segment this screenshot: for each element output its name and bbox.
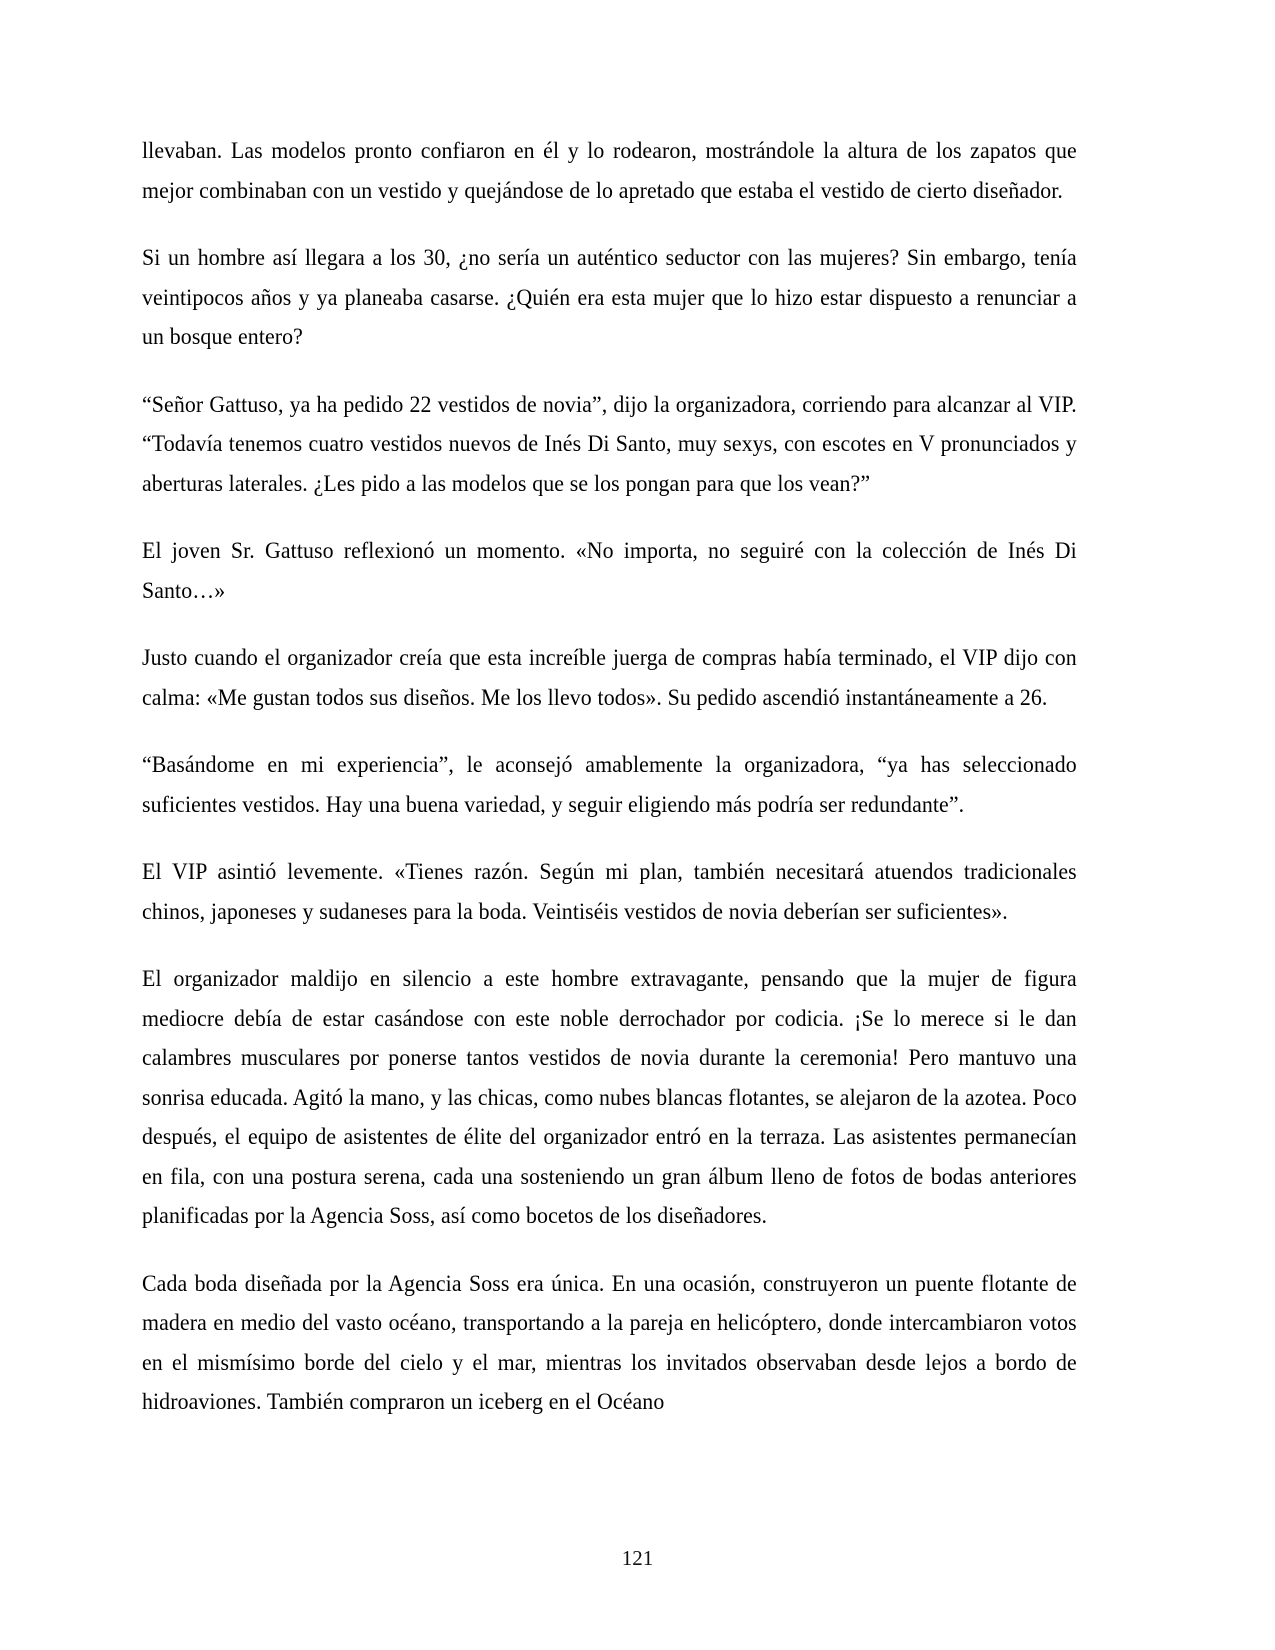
body-text-column <box>142 132 1077 1423</box>
paragraph: “Señor Gattuso, ya ha pedido 22 vestidos de novia”, dijo la organizadora, corriendo para alcanzar al VIP. “Todavía tenemos cuatro vestidos nuevos de Inés Di Santo, muy sexys, con escotes en V pronunciados y aberturas laterales. ¿Les pido a las modelos que se los pongan para que los vean?” <box>142 391 1077 497</box>
paragraph: Justo cuando el organizador creía que esta increíble juerga de compras había terminado, el VIP dijo con calma: «Me gustan todos sus diseños. Me los llevo todos». Su pedido ascendió instantáneamente a 26. <box>142 645 1077 711</box>
paragraph: “Basándome en mi experiencia”, le aconsejó amablemente la organizadora, “ya has seleccionado suficientes vestidos. Hay una buena variedad, y seguir eligiendo más podría ser redundante”. <box>142 752 1077 818</box>
paragraph: El joven Sr. Gattuso reflexionó un momento. «No importa, no seguiré con la colección de Inés Di Santo…» <box>142 538 1077 604</box>
paragraph: El organizador maldijo en silencio a este hombre extravagante, pensando que la mujer de figura mediocre debía de estar casándose con este noble derrochador por codicia. ¡Se lo merece si le dan calambres musculares por ponerse tantos vestidos de novia durante la ceremonia! Pero mantuvo una sonrisa educada. Agitó la mano, y las chicas, como nubes blancas flotantes, se alejaron de la azotea. Poco después, el equipo de asistentes de élite del organizador entró en la terraza. Las asistentes permanecían en fila, con una postura serena, cada una sosteniendo un gran álbum lleno de fotos de bodas anteriores planificadas por la Agencia Soss, así como bocetos de los diseñadores. <box>142 966 1077 1229</box>
paragraph: Cada boda diseñada por la Agencia Soss era única. En una ocasión, construyeron un puente flotante de madera en medio del vasto océano, transportando a la pareja en helicóptero, donde intercambiaron votos en el mismísimo borde del cielo y el mar, mientras los invitados observaban desde lejos a bordo de hidroaviones. También compraron un iceberg en el Océano <box>142 1270 1077 1415</box>
page-number: 121 <box>621 1546 654 1570</box>
paragraph: Si un hombre así llegara a los 30, ¿no sería un auténtico seductor con las mujeres? Sin embargo, tenía veintipocos años y ya planeaba casarse. ¿Quién era esta mujer que lo hizo estar dispuesto a renunciar a un bosque entero? <box>142 245 1077 350</box>
paragraph: llevaban. Las modelos pronto confiaron en él y lo rodearon, mostrándole la altura de los zapatos que mejor combinaban con un vestido y quejándose de lo apretado que estaba el vestido de cierto diseñador. <box>142 138 1077 204</box>
paragraph: El VIP asintió levemente. «Tienes razón. Según mi plan, también necesitará atuendos tradicionales chinos, japoneses y sudaneses para la boda. Veintiséis vestidos de novia deberían ser suficientes». <box>142 859 1077 925</box>
